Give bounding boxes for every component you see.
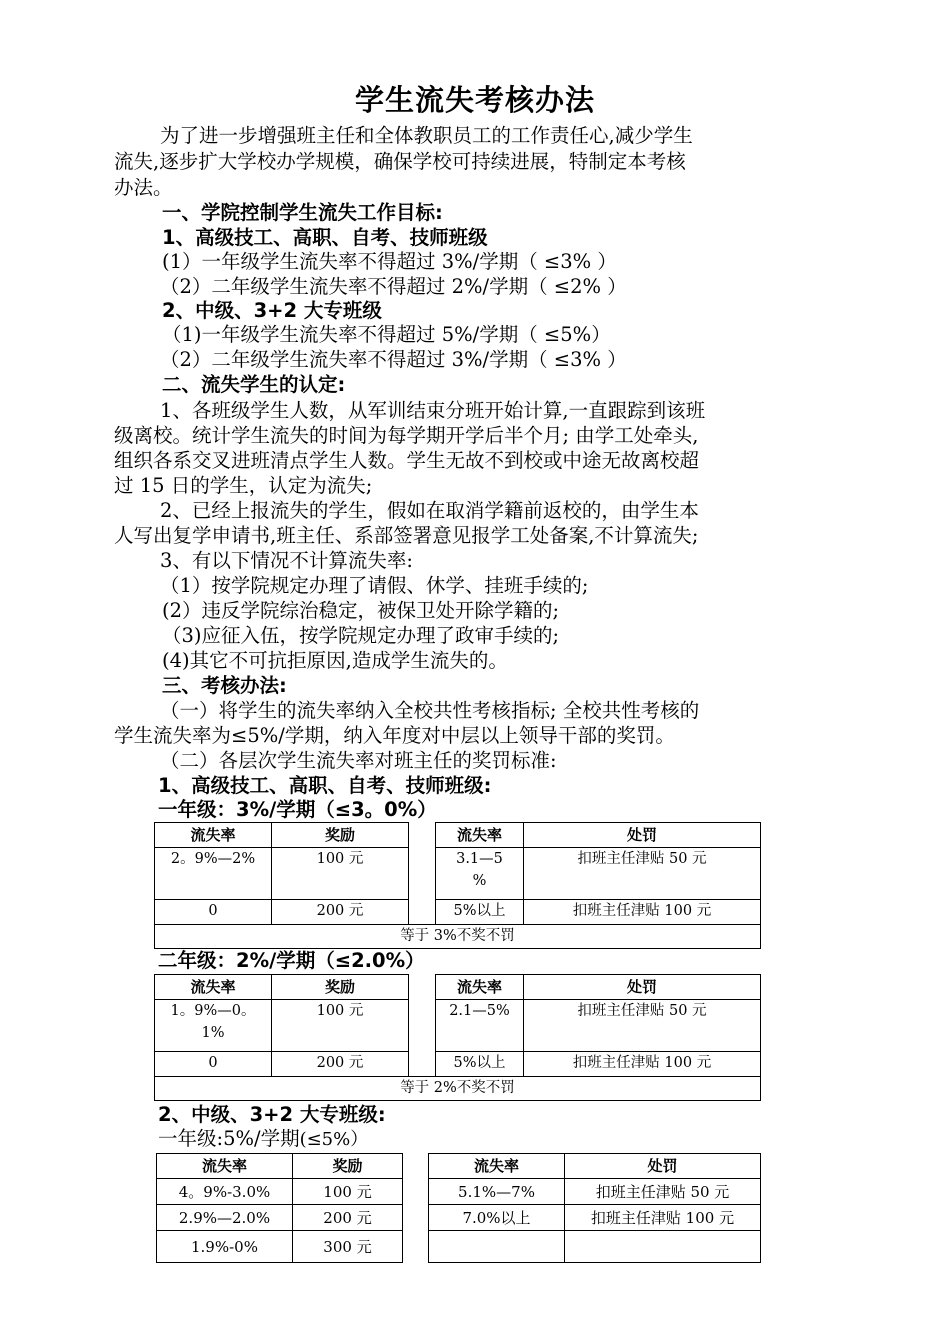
table-gap [409,823,436,925]
section2-line-2: 级离校。统计学生流失的时间为每学期开学后半个月; 由学工处牵头, [114,424,699,447]
section2-line-11: (4)其它不可抗拒原因,造成学生流失的。 [162,649,508,672]
cell-penalty-rate [429,1231,565,1263]
cell-reward: 100 元 [272,1000,409,1052]
section1-heading: 一、学院控制学生流失工作目标: [162,201,443,224]
intro-line-3: 办法。 [114,176,173,199]
cell-rate: 1.9%-0% [157,1231,293,1263]
header-penalty: 处罚 [565,1154,761,1179]
cell-rate: 4。9%-3.0% [157,1179,293,1205]
table-footer: 等于 2%不奖不罚 [155,1077,761,1101]
header-penalty: 处罚 [524,823,761,848]
section3-line-1: （一）将学生的流失率纳入全校共性考核指标; 全校共性考核的 [160,699,700,722]
cell-penalty-rate: 5%以上 [436,900,524,925]
table-footer: 等于 3%不奖不罚 [155,925,761,949]
section2-line-5: 2、已经上报流失的学生，假如在取消学籍前返校的，由学生本 [160,499,699,522]
cell-rate: 0 [155,900,272,925]
cell-reward: 100 元 [293,1179,403,1205]
section2-line-1: 1、各班级学生人数，从军训结束分班开始计算,一直跟踪到该班 [160,399,706,422]
header-rate: 流失率 [155,823,272,848]
section1-sub1-item-2: （2）二年级学生流失率不得超过 2%/学期（ ≤2% ） [160,275,627,298]
header-reward: 奖励 [293,1154,403,1179]
year1-label: 一年级：3%/学期（≤3。0%） [158,798,437,821]
header-penalty: 处罚 [524,975,761,1000]
cell-rate: 2.9%—2.0% [157,1205,293,1231]
header-rate: 流失率 [429,1154,565,1179]
cell-penalty: 扣班主任津贴 100 元 [524,1052,761,1077]
cell-rate: 1。9%—0。1% [155,1000,272,1052]
cell-penalty: 扣班主任津贴 100 元 [524,900,761,925]
section2-line-7: 3、有以下情况不计算流失率: [160,549,413,572]
reward-table-year1 [154,822,761,949]
cell-penalty-rate: 5.1%—7% [429,1179,565,1205]
header-rate: 流失率 [157,1154,293,1179]
header-reward: 奖励 [272,975,409,1000]
header-rate: 流失率 [155,975,272,1000]
cell-reward: 100 元 [272,848,409,900]
year1b-label-text: 一年级:5%/学期 [158,1127,300,1150]
year2-label: 二年级：2%/学期（≤2.0%） [158,949,425,972]
cell-penalty: 扣班主任津贴 100 元 [565,1205,761,1231]
page-title: 学生流失考核办法 [354,83,595,117]
year1b-label-small: (≤5%） [299,1129,369,1150]
header-reward: 奖励 [272,823,409,848]
header-rate: 流失率 [436,975,524,1000]
section2-line-3: 组织各系交叉进班清点学生人数。学生无故不到校或中途无故离校超 [114,449,700,472]
table-gap [409,975,436,1077]
cell-reward: 200 元 [293,1205,403,1231]
section2-line-6: 人写出复学申请书,班主任、系部签署意见报学工处备案,不计算流失; [114,524,699,547]
section1-sub2-item-2: （2）二年级学生流失率不得超过 3%/学期（ ≤3% ） [160,348,627,371]
section3-heading: 三、考核办法: [162,674,287,697]
section3-line-2: 学生流失率为≤5%/学期，纳入年度对中层以上领导干部的奖罚。 [114,724,675,747]
table-gap [403,1154,429,1263]
year1b-label [158,1127,368,1152]
cell-penalty-rate: 5%以上 [436,1052,524,1077]
cell-penalty: 扣班主任津贴 50 元 [565,1179,761,1205]
cell-reward: 300 元 [293,1231,403,1263]
reward-table-year2 [154,974,761,1101]
reward-table-intermediate [156,1153,761,1263]
section2-line-4: 过 15 日的学生，认定为流失; [114,474,373,497]
section2-line-8: （1）按学院规定办理了请假、休学、挂班手续的; [160,574,589,597]
intro-line-1: 为了进一步增强班主任和全体教职员工的工作责任心,减少学生 [160,124,693,147]
cell-penalty [565,1231,761,1263]
cell-penalty-rate: 7.0%以上 [429,1205,565,1231]
cell-penalty-rate: 3.1—5 % [436,848,524,900]
cell-penalty: 扣班主任津贴 50 元 [524,848,761,900]
cell-rate: 2。9%—2% [155,848,272,900]
intro-line-2: 流失,逐步扩大学校办学规模，确保学校可持续进展，特制定本考核 [114,150,686,173]
section3-sub1: 1、高级技工、高职、自考、技师班级: [158,774,492,797]
section2-line-10: （3)应征入伍，按学院规定办理了政审手续的; [162,624,560,647]
section1-sub1-item-1: (1）一年级学生流失率不得超过 3%/学期（ ≤3% ） [162,250,617,273]
section2-heading: 二、流失学生的认定: [162,373,346,396]
section1-sub2-item-1: （1)一年级学生流失率不得超过 5%/学期（ ≤5%） [162,323,611,346]
cell-penalty-rate: 2.1—5% [436,1000,524,1052]
section1-sub2: 2、中级、3+2 大专班级 [162,299,382,322]
section2-line-9: (2）违反学院综治稳定，被保卫处开除学籍的; [162,599,560,622]
cell-penalty: 扣班主任津贴 50 元 [524,1000,761,1052]
section1-sub1: 1、高级技工、高职、自考、技师班级 [162,226,488,249]
cell-reward: 200 元 [272,1052,409,1077]
header-rate: 流失率 [436,823,524,848]
section3-line-3: （二）各层次学生流失率对班主任的奖罚标准: [160,749,557,772]
cell-rate: 0 [155,1052,272,1077]
cell-reward: 200 元 [272,900,409,925]
section3-sub2: 2、中级、3+2 大专班级: [158,1103,386,1126]
